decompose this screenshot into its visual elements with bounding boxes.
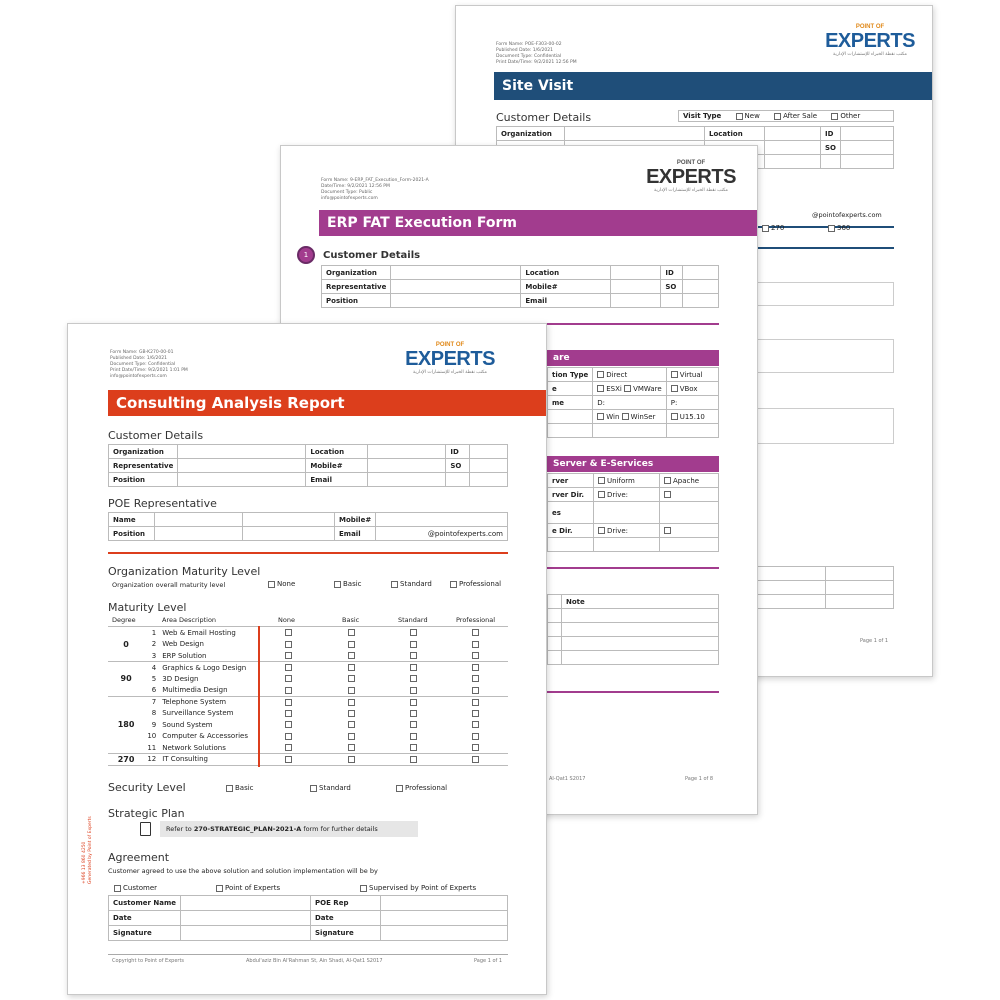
maturity-professional-option[interactable]: Professional bbox=[450, 580, 501, 588]
maturity-professional-checkbox[interactable] bbox=[472, 744, 479, 751]
erp-note-table: Note bbox=[547, 594, 719, 665]
maturity-professional-checkbox[interactable] bbox=[472, 652, 479, 659]
erp-divider-3 bbox=[547, 691, 719, 693]
car-poe-table: Name Mobile# Position Email @pointofexperts.com bbox=[108, 512, 508, 541]
maturity-professional-checkbox[interactable] bbox=[472, 641, 479, 648]
erp-esxi-checkbox[interactable] bbox=[597, 385, 604, 392]
maturity-none-checkbox[interactable] bbox=[285, 675, 292, 682]
security-professional-option[interactable]: Professional bbox=[396, 784, 447, 792]
maturity-basic-checkbox[interactable] bbox=[348, 744, 355, 751]
degree-cell: 270 bbox=[117, 754, 135, 764]
car-page-number: Page 1 of 1 bbox=[474, 958, 503, 964]
degree-cell: 0 bbox=[123, 639, 129, 649]
erp-customer-table: Organization Location ID Representative Mobile# SO Position Email bbox=[321, 265, 719, 308]
maturity-basic-checkbox[interactable] bbox=[348, 652, 355, 659]
degree-cell: 180 bbox=[117, 720, 135, 730]
area-number: 8 bbox=[151, 709, 157, 718]
maturity-none-checkbox[interactable] bbox=[285, 721, 292, 728]
maturity-row bbox=[108, 685, 508, 697]
maturity-professional-checkbox[interactable] bbox=[472, 687, 479, 694]
site-visit-box-1 bbox=[756, 282, 894, 306]
maturity-none-checkbox[interactable] bbox=[285, 756, 292, 763]
degree-cell: 90 bbox=[120, 674, 132, 684]
maturity-basic-checkbox[interactable] bbox=[348, 629, 355, 636]
maturity-basic-checkbox[interactable] bbox=[348, 687, 355, 694]
maturity-professional-checkbox[interactable] bbox=[472, 721, 479, 728]
erp-footer: Al-Qat1 S2017 bbox=[549, 776, 586, 782]
col-professional-header: Professional bbox=[456, 616, 496, 624]
erp-apache-checkbox[interactable] bbox=[664, 477, 671, 484]
maturity-professional-checkbox[interactable] bbox=[472, 629, 479, 636]
visit-type-other-checkbox[interactable] bbox=[831, 113, 838, 120]
maturity-basic-checkbox[interactable] bbox=[348, 756, 355, 763]
site-visit-page-number: Page 1 of 1 bbox=[860, 638, 889, 644]
maturity-row bbox=[108, 754, 508, 766]
area-number: 4 bbox=[151, 663, 157, 672]
signature-table: Customer Name POE Rep Date Date Signature Signature bbox=[108, 895, 508, 941]
erp-direct-checkbox[interactable] bbox=[597, 371, 604, 378]
erp-virtual-checkbox[interactable] bbox=[671, 371, 678, 378]
area-description: Telephone System bbox=[162, 698, 227, 706]
area-description: Computer & Accessories bbox=[162, 732, 248, 741]
maturity-standard-checkbox[interactable] bbox=[410, 664, 417, 671]
maturity-row bbox=[108, 627, 508, 639]
site-visit-option-360[interactable]: 360 bbox=[828, 224, 850, 232]
maturity-basic-checkbox[interactable] bbox=[348, 675, 355, 682]
maturity-professional-checkbox[interactable] bbox=[472, 710, 479, 717]
area-number: 12 bbox=[147, 755, 157, 764]
maturity-row bbox=[108, 673, 508, 685]
maturity-row bbox=[108, 696, 508, 708]
maturity-standard-checkbox[interactable] bbox=[410, 641, 417, 648]
maturity-standard-checkbox[interactable] bbox=[410, 721, 417, 728]
erp-customer-details: Customer Details bbox=[323, 250, 421, 261]
maturity-none-checkbox[interactable] bbox=[285, 710, 292, 717]
maturity-professional-checkbox[interactable] bbox=[472, 733, 479, 740]
site-visit-customer-table: Organization Location ID SO bbox=[496, 126, 894, 169]
site-visit-box-2 bbox=[756, 339, 894, 373]
area-number: 3 bbox=[151, 651, 157, 660]
side-contact-text: +966 13 860 4250 Generated by Point of Experts bbox=[82, 816, 93, 884]
erp-server-table: rver Uniform Apache rver Dir. Drive: es e Dir. Drive: bbox=[547, 473, 719, 552]
col-standard-header: Standard bbox=[398, 616, 428, 624]
erp-u15-checkbox[interactable] bbox=[671, 413, 678, 420]
maturity-professional-checkbox[interactable] bbox=[472, 756, 479, 763]
maturity-table bbox=[108, 626, 508, 766]
car-agreement: Agreement bbox=[108, 851, 170, 864]
maturity-standard-checkbox[interactable] bbox=[410, 733, 417, 740]
maturity-standard-checkbox[interactable] bbox=[410, 652, 417, 659]
maturity-row bbox=[108, 662, 508, 674]
car-security-level: Security Level bbox=[108, 781, 186, 794]
car-customer-details: Customer Details bbox=[108, 429, 204, 442]
area-number: 1 bbox=[151, 628, 157, 637]
maturity-professional-checkbox[interactable] bbox=[472, 675, 479, 682]
maturity-row bbox=[108, 731, 508, 743]
maturity-none-option[interactable]: None bbox=[268, 580, 295, 588]
maturity-row bbox=[108, 719, 508, 731]
car-footer-left: Copyright to Point of Experts bbox=[112, 958, 185, 964]
maturity-professional-checkbox[interactable] bbox=[472, 664, 479, 671]
car-maturity-title: Organization Maturity Level bbox=[108, 565, 261, 578]
maturity-basic-checkbox[interactable] bbox=[348, 710, 355, 717]
maturity-standard-option[interactable]: Standard bbox=[391, 580, 432, 588]
site-visit-logo: POINT OF EXPERTS مكتب نقطة الخبراء للإستشارات الإدارية bbox=[825, 24, 915, 57]
maturity-standard-checkbox[interactable] bbox=[410, 699, 417, 706]
maturity-standard-checkbox[interactable] bbox=[410, 756, 417, 763]
col-none-header: None bbox=[278, 616, 295, 624]
area-description: Multimedia Design bbox=[162, 686, 228, 694]
site-visit-bottom-table bbox=[756, 566, 894, 609]
agreement-customer-option[interactable]: Customer bbox=[114, 884, 157, 892]
area-number: 10 bbox=[147, 732, 157, 741]
maturity-none-checkbox[interactable] bbox=[285, 641, 292, 648]
car-footer-mid: Abdul'aziz Bin Al'Rahman St, Ain Shadi, Al-Qat1 S2017 bbox=[246, 958, 383, 964]
area-number: 9 bbox=[151, 720, 157, 729]
erp-winser-checkbox[interactable] bbox=[622, 413, 629, 420]
area-description: Network Solutions bbox=[162, 743, 226, 752]
site-visit-divider-2 bbox=[756, 247, 894, 249]
area-description: Surveillance System bbox=[162, 709, 234, 718]
area-description: ERP Solution bbox=[162, 651, 207, 660]
erp-vbox-checkbox[interactable] bbox=[671, 385, 678, 392]
maturity-professional-checkbox[interactable] bbox=[472, 699, 479, 706]
maturity-none-checkbox[interactable] bbox=[285, 687, 292, 694]
site-visit-option-270[interactable]: 270 bbox=[762, 224, 784, 232]
erp-hardware-table: tion Type Direct Virtual e ESXi VMWare VBox me D: P: Win WinSer U15.10 bbox=[547, 367, 719, 438]
area-number: 11 bbox=[147, 743, 157, 752]
agreement-text: Customer agreed to use the above solution and solution implementation will be by bbox=[108, 867, 378, 875]
maturity-standard-checkbox[interactable] bbox=[410, 629, 417, 636]
visit-type-after-sale-checkbox[interactable] bbox=[774, 113, 781, 120]
erp-page-number: Page 1 of 8 bbox=[685, 776, 714, 782]
car-logo: POINT OF EXPERTS مكتب نقطة الخبراء للإستشارات الإدارية bbox=[405, 342, 495, 375]
area-number: 7 bbox=[151, 698, 157, 706]
strategic-plan-reference[interactable]: Refer to 270-STRATEGIC_PLAN-2021-A form for further details bbox=[160, 821, 418, 837]
agreement-supervised-option[interactable]: Supervised by Point of Experts bbox=[360, 884, 476, 892]
maturity-none-checkbox[interactable] bbox=[285, 744, 292, 751]
car-divider bbox=[108, 552, 508, 554]
area-description: IT Consulting bbox=[162, 755, 209, 764]
area-number: 6 bbox=[151, 686, 157, 694]
maturity-none-checkbox[interactable] bbox=[285, 733, 292, 740]
area-number: 5 bbox=[151, 674, 157, 683]
agreement-poe-option[interactable]: Point of Experts bbox=[216, 884, 280, 892]
erp-uniform-checkbox[interactable] bbox=[598, 477, 605, 484]
erp-step-badge: 1 bbox=[297, 246, 315, 264]
erp-divider-2 bbox=[547, 567, 719, 569]
area-description: Web Design bbox=[162, 640, 204, 649]
area-description: Graphics & Logo Design bbox=[162, 663, 247, 672]
erp-win-checkbox[interactable] bbox=[597, 413, 604, 420]
car-strategic-plan: Strategic Plan bbox=[108, 807, 185, 820]
car-meta: Form Name: GB-K270-00-01 Published Date: 1/6/2021 Document Type: Confidential Print Date/Time: 9/2/2021 1:01 PM info@pointofexperts.com bbox=[110, 350, 188, 379]
car-maturity-level: Maturity Level bbox=[108, 601, 187, 614]
maturity-row bbox=[108, 639, 508, 651]
security-standard-option[interactable]: Standard bbox=[310, 784, 351, 792]
erp-logo: POINT OF EXPERTS مكتب نقطة الخبراء للإستشارات الإدارية bbox=[646, 160, 736, 193]
site-visit-email: @pointofexperts.com bbox=[812, 211, 882, 219]
maturity-row bbox=[108, 650, 508, 662]
maturity-basic-option[interactable]: Basic bbox=[334, 580, 362, 588]
area-number: 2 bbox=[151, 640, 157, 649]
security-basic-option[interactable]: Basic bbox=[226, 784, 254, 792]
col-basic-header: Basic bbox=[342, 616, 360, 624]
maturity-basic-checkbox[interactable] bbox=[348, 641, 355, 648]
maturity-accent-line bbox=[258, 626, 260, 767]
area-description: Web & Email Hosting bbox=[162, 628, 236, 637]
maturity-none-checkbox[interactable] bbox=[285, 664, 292, 671]
maturity-none-checkbox[interactable] bbox=[285, 629, 292, 636]
maturity-none-checkbox[interactable] bbox=[285, 652, 292, 659]
visit-type-new-checkbox[interactable] bbox=[736, 113, 743, 120]
maturity-rows bbox=[108, 627, 508, 766]
consulting-report-page bbox=[67, 323, 547, 995]
area-description: Sound System bbox=[162, 720, 213, 729]
maturity-row bbox=[108, 708, 508, 720]
car-title: Consulting Analysis Report bbox=[108, 390, 547, 416]
maturity-standard-checkbox[interactable] bbox=[410, 675, 417, 682]
car-maturity-sub: Organization overall maturity level bbox=[112, 581, 226, 589]
maturity-basic-checkbox[interactable] bbox=[348, 664, 355, 671]
maturity-none-checkbox[interactable] bbox=[285, 699, 292, 706]
col-degree-header: Degree bbox=[112, 616, 136, 624]
maturity-standard-checkbox[interactable] bbox=[410, 744, 417, 751]
car-customer-table: Organization Location ID Representative Mobile# SO Position Email bbox=[108, 444, 508, 487]
maturity-basic-checkbox[interactable] bbox=[348, 721, 355, 728]
site-visit-customer-details: Customer Details bbox=[496, 111, 592, 124]
site-visit-box-3 bbox=[756, 408, 894, 444]
maturity-standard-checkbox[interactable] bbox=[410, 710, 417, 717]
site-visit-title: Site Visit bbox=[494, 72, 933, 100]
site-visit-meta: Form Name: POE-F303-00-02 Published Date: 1/6/2021 Document Type: Confidential Print Date/Time: 9/2/2021 12:56 PM bbox=[496, 42, 577, 65]
erp-server-band: Server & E-Services bbox=[547, 456, 719, 472]
maturity-standard-checkbox[interactable] bbox=[410, 687, 417, 694]
footer-line bbox=[108, 954, 508, 955]
erp-vmware-checkbox[interactable] bbox=[624, 385, 631, 392]
visit-type-label: Visit Type bbox=[683, 112, 722, 120]
car-poe-representative: POE Representative bbox=[108, 497, 217, 510]
visit-type-row: Visit Type New After Sale Other bbox=[678, 110, 894, 122]
erp-meta: Form Name: 9-ERP_FAT_Execution_Form-2021-A Date/Time: 9/2/2021 12:56 PM Document Type: Public info@pointofexperts.com bbox=[321, 178, 429, 201]
erp-title: ERP FAT Execution Form bbox=[319, 210, 758, 236]
document-icon[interactable] bbox=[140, 822, 151, 836]
maturity-basic-checkbox[interactable] bbox=[348, 733, 355, 740]
col-area-header: Area Description bbox=[162, 616, 217, 624]
area-description: 3D Design bbox=[162, 674, 199, 683]
maturity-basic-checkbox[interactable] bbox=[348, 699, 355, 706]
erp-hardware-band: are bbox=[547, 350, 719, 366]
maturity-row bbox=[108, 742, 508, 754]
